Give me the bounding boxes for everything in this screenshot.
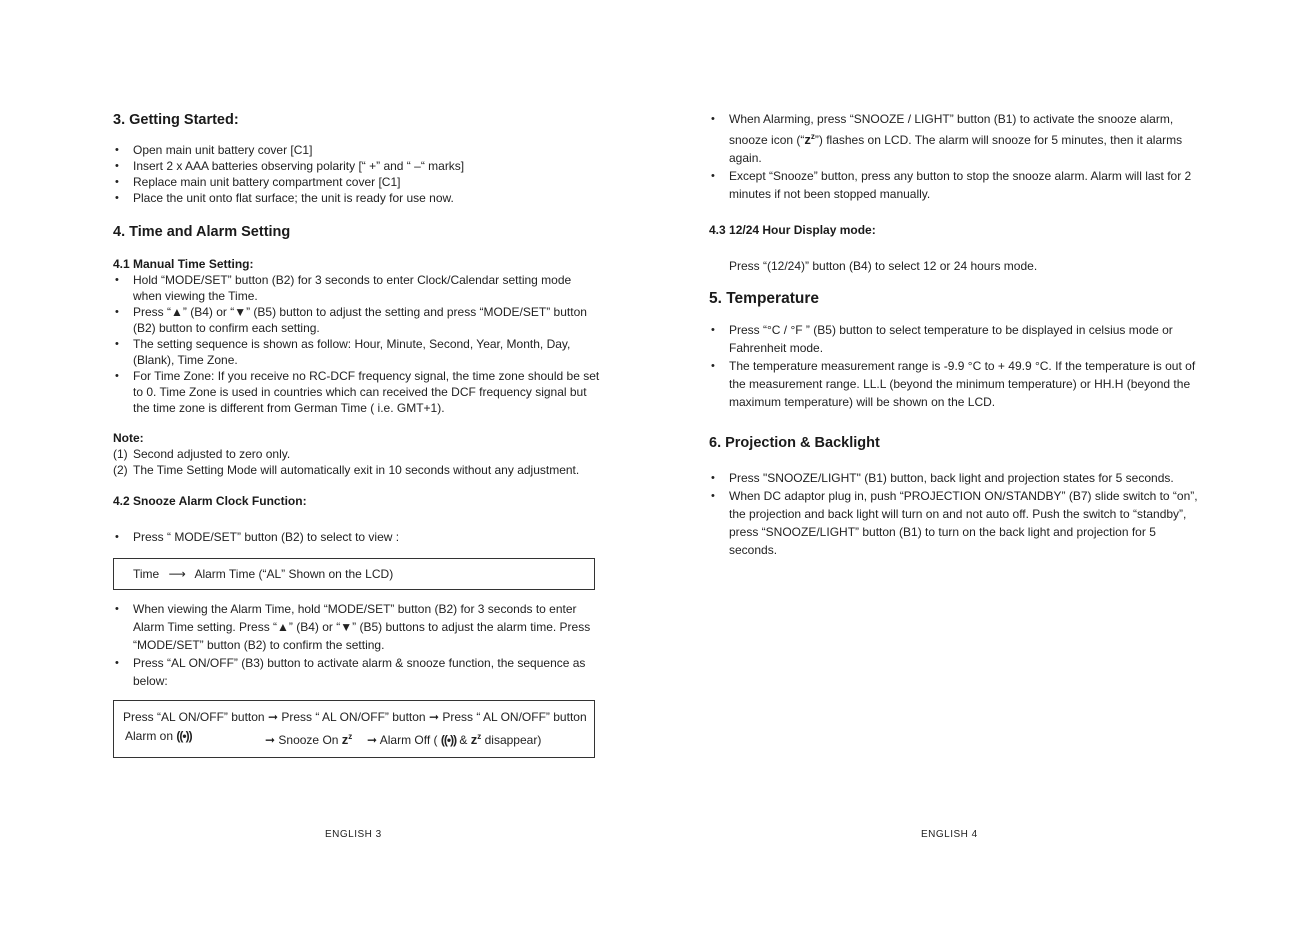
getting-started-list: [113, 142, 603, 206]
temperature-list: [709, 321, 1199, 411]
box-time-label: Time: [133, 567, 160, 581]
alarming-text-end: ”) flashes on LCD. The alarm will snooze for 5 minutes, then it alarms again.: [729, 133, 1183, 165]
right-page-footer: ENGLISH 4: [921, 829, 978, 840]
list-item: • The temperature measurement range is -9.9 °C to + 49.9 °C. If the temperature is out of the measurement range. LL.L (beyond the minimum temperature) or HH.H (beyond the maximum temperature) will be shown on the LCD.: [709, 357, 1199, 411]
snooze-z-superscript: z: [810, 132, 815, 141]
ampersand: &: [459, 733, 468, 747]
note-title: Note:: [113, 431, 144, 445]
snooze-z-icon: [804, 132, 815, 147]
note-number: (1): [113, 447, 128, 461]
arrow-right-icon: ➞: [265, 733, 276, 747]
list-item: • Press “ MODE/SET” button (B2) to select to view :: [113, 528, 603, 546]
list-item: • Replace main unit battery compartment cover [C1]: [113, 174, 603, 190]
left-page: [113, 110, 603, 758]
snooze-z-superscript: z: [477, 732, 482, 741]
section-4-2-title: 4.2 Snooze Alarm Clock Function:: [113, 494, 307, 508]
list-item: • Except “Snooze” button, press any button to stop the snooze alarm. Alarm will last for 2 minutes if not been stopped manually.: [709, 167, 1199, 203]
arrow-right-icon: ➞: [428, 710, 440, 724]
hour-mode-text: Press “(12/24)” button (B4) to select 12 or 24 hours mode.: [729, 259, 1038, 273]
snooze-z-letter: z: [470, 732, 478, 747]
list-item: • Press “▲” (B4) or “▼” (B5) button to adjust the setting and press “MODE/SET” button (B2) button to confirm each setting.: [113, 304, 603, 336]
snooze-z-letter: z: [804, 132, 811, 147]
list-item: • For Time Zone: If you receive no RC-DCF frequency signal, the time zone should be set to 0. Time Zone is used in countries which can received the DCF frequency signal but the time zone is different from German Time ( i.e. GMT+1).: [113, 368, 603, 416]
al-onoff-sequence-box: [113, 700, 595, 758]
note-number: (2): [113, 463, 128, 477]
list-item: • The setting sequence is shown as follow: Hour, Minute, Second, Year, Month, Day, (Blank), Time Zone.: [113, 336, 603, 368]
alarm-on-text: Alarm on: [125, 729, 174, 743]
arrow-right-icon: ➞: [267, 710, 278, 724]
snooze-list: [113, 528, 603, 546]
sequence-step-2: Press “ AL ON/OFF” button: [281, 710, 426, 724]
section-6-title: 6. Projection & Backlight: [709, 435, 880, 451]
manual-time-list: [113, 272, 603, 416]
alarm-setting-list: [113, 600, 603, 690]
snooze-on-label: [265, 727, 352, 750]
note-text: Second adjusted to zero only.: [133, 447, 291, 461]
snooze-z-letter: z: [341, 732, 349, 747]
list-item: • Press "SNOOZE/LIGHT" (B1) button, back light and projection states for 5 seconds.: [709, 469, 1199, 487]
mode-sequence-box: [113, 558, 595, 590]
sequence-step-3: Press “ AL ON/OFF” button: [442, 710, 587, 724]
snooze-on-text: Snooze On: [278, 733, 339, 747]
section-4-3-title: 4.3 12/24 Hour Display mode:: [709, 223, 876, 237]
note-text: The Time Setting Mode will automatically exit in 10 seconds without any adjustment.: [133, 463, 580, 477]
sequence-step-1: Press “AL ON/OFF” button: [123, 710, 265, 724]
alarm-bell-icon: ((•)): [440, 733, 457, 747]
list-item: • Hold “MODE/SET” button (B2) for 3 seconds to enter Clock/Calendar setting mode when viewing the Time.: [113, 272, 603, 304]
arrow-right-icon: ➞: [367, 733, 378, 747]
alarming-text-start: When Alarming, press “SNOOZE / LIGHT” button (B1) to activate the snooze alarm, snooze icon (“: [729, 112, 1174, 147]
section-4-title: 4. Time and Alarm Setting: [113, 224, 291, 240]
note-item: [113, 446, 603, 462]
alarm-on-label: [125, 727, 192, 746]
list-item: • When DC adaptor plug in, push “PROJECTION ON/STANDBY” (B7) slide switch to “on”, the projection and back light will turn on and not auto off. Push the switch to “standby”, press “SNOOZE/LIGHT” button (B1) to turn on the back light and projection for 5 seconds.: [709, 487, 1199, 559]
alarm-off-text: Alarm Off (: [379, 733, 438, 747]
left-page-footer: ENGLISH 3: [325, 829, 382, 840]
list-item: • When viewing the Alarm Time, hold “MODE/SET” button (B2) for 3 seconds to enter Alarm Time setting. Press “▲” (B4) or “▼” (B5) buttons to adjust the alarm time. Press “MODE/SET” button (B2) to confirm the setting.: [113, 600, 603, 654]
projection-list: [709, 469, 1199, 559]
section-3-title: 3. Getting Started:: [113, 112, 239, 128]
list-item: [709, 110, 1199, 167]
right-page: [709, 110, 1199, 559]
sequence-row-1: [123, 708, 594, 727]
snooze-z-icon: [342, 732, 353, 747]
section-5-title: 5. Temperature: [709, 290, 819, 307]
list-item: • Place the unit onto flat surface; the unit is ready for use now.: [113, 190, 603, 206]
snooze-z-superscript: z: [348, 732, 353, 741]
note-item: [113, 462, 603, 478]
alarm-bell-icon: ((•)): [176, 729, 192, 743]
snooze-z-icon: [471, 732, 482, 747]
alarm-off-label: [367, 727, 541, 750]
list-item: • Insert 2 x AAA batteries observing polarity [“ +” and “ –“ marks]: [113, 158, 603, 174]
list-item: • Open main unit battery cover [C1]: [113, 142, 603, 158]
disappear-text: disappear): [484, 733, 542, 747]
box-alarm-time-label: Alarm Time (“AL” Shown on the LCD): [194, 567, 394, 581]
section-4-1-title: 4.1 Manual Time Setting:: [113, 257, 254, 271]
arrow-right-icon: ⟶: [168, 567, 186, 581]
list-item: • Press “AL ON/OFF” (B3) button to activate alarm & snooze function, the sequence as below:: [113, 654, 603, 690]
alarming-list: [709, 110, 1199, 203]
sequence-row-2: [123, 727, 594, 746]
list-item: • Press “°C / °F ” (B5) button to select temperature to be displayed in celsius mode or Fahrenheit mode.: [709, 321, 1199, 357]
